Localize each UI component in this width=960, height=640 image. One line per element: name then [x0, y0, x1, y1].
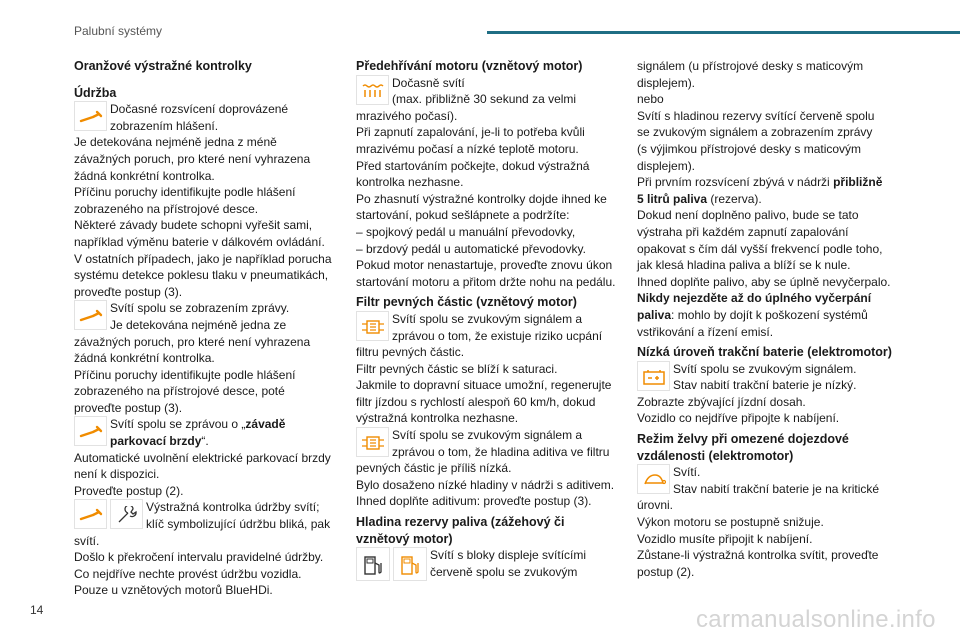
column-3	[637, 58, 905, 580]
text-line: parkovací brzdy“.	[110, 434, 209, 449]
text-line: Vozidlo musíte připojit k nabíjení.	[637, 531, 813, 546]
text-line: klíč symbolizující údržbu bliká, pak	[146, 517, 331, 532]
text-line: Stav nabití trakční baterie je nízký.	[673, 378, 857, 393]
text-line: žádná konkrétní kontrolka.	[74, 351, 215, 366]
text-line: mrazivého počasí).	[356, 108, 458, 123]
maintenance-block-4	[74, 499, 336, 532]
text-line: (s výjimkou přístrojové desky s maticovým	[637, 141, 862, 156]
text-line: se zvukovým signálem a zobrazením zprávy	[637, 125, 873, 140]
text-line: filtru pevných částic.	[356, 345, 465, 360]
text-line: paliva: mohlo by dojít k poškození systémů	[637, 307, 868, 322]
text-line: Výkon motoru se postupně snižuje.	[637, 515, 824, 530]
particle-filter-block	[356, 311, 618, 344]
text-line: (max. přibližně 30 sekund za velmi	[392, 92, 577, 107]
text-line: 5 litrů paliva (rezerva).	[637, 191, 762, 206]
text-line: Jakmile to dopravní situace umožní, regenerujte	[356, 378, 612, 393]
heading-turtle-mode: Režim želvy při omezené dojezdové	[637, 432, 849, 447]
text-line: – brzdový pedál u automatické převodovky.	[356, 241, 586, 256]
wrench-warning-icon	[74, 101, 107, 131]
text-line: – spojkový pedál u manuální převodovky,	[356, 224, 576, 239]
column-1	[74, 58, 336, 599]
text-line: systému detekce poklesu tlaku v pneumatikách,	[74, 268, 329, 283]
text-line: startování motoru a přitom držte nohu na pedálu.	[356, 274, 616, 289]
column-2	[356, 58, 618, 581]
text-line: displejem).	[637, 75, 696, 90]
text-line: filtr jízdou s rychlostí alespoň 60 km/h, dokud	[356, 394, 596, 409]
text-line: zprávou o tom, že hladina aditiva ve filtru	[392, 444, 610, 459]
text-line: žádná konkrétní kontrolka.	[74, 168, 215, 183]
text-line: Bylo dosaženo nízké hladiny v nádrži s aditivem.	[356, 477, 615, 492]
text-line: signálem (u přístrojové desky s maticovým	[637, 59, 864, 73]
turtle-icon	[637, 464, 670, 494]
glow-plug-icon	[356, 75, 389, 105]
text-line: Nikdy nejezděte až do úplného vyčerpání	[637, 291, 872, 306]
service-spanner-icon	[110, 499, 143, 529]
text-line: Svítí spolu se zprávou o „závadě	[110, 417, 286, 432]
battery-low-icon	[637, 361, 670, 391]
text-line: Filtr pevných částic se blíží k saturaci.	[356, 361, 558, 376]
text-line: Zobrazte zbývající jízdní dosah.	[637, 394, 806, 409]
battery-low-block	[637, 361, 905, 394]
text-line: Dočasně svítí	[392, 75, 465, 90]
particle-filter-icon	[356, 311, 389, 341]
text-line: vstřikování a řízení emisí.	[637, 324, 774, 339]
maintenance-block-1	[74, 101, 336, 134]
text-line: Svítí spolu se zvukovým signálem a	[392, 311, 583, 326]
text-line: Některé závady budete schopni vyřešit sami,	[74, 218, 313, 233]
text-line: Příčinu poruchy identifikujte podle hlášení	[74, 367, 296, 382]
text-line: jak klesá hladina paliva a blíží se k nule.	[637, 258, 851, 273]
text-line: Je detekována nejméně jedna ze	[110, 317, 287, 332]
fuel-reserve-block	[356, 547, 618, 581]
text-line: není k dispozici.	[74, 467, 160, 482]
text-line: Pouze u vznětových motorů BlueHDi.	[74, 583, 273, 598]
text-line: Výstražná kontrolka údržby svítí;	[146, 500, 320, 515]
text-line: Svítí s hladinou rezervy svítící červeně spolu	[637, 108, 875, 123]
text-line: Je detekována nejméně jedna z méně	[74, 135, 277, 150]
text-line: červeně spolu se zvukovým	[430, 564, 578, 579]
text-line: Co nejdříve nechte provést údržbu vozidla.	[74, 566, 302, 581]
text-line: Po zhasnutí výstražné kontrolky dojde ihned ke	[356, 191, 607, 206]
text-line: Svítí spolu se zobrazením zprávy.	[110, 301, 290, 316]
text-line: Zůstane-li výstražná kontrolka svítit, proveďte	[637, 548, 879, 563]
section-heading-orange-warnings: Oranžové výstražné kontrolky	[74, 59, 252, 73]
text-line: V ostatních případech, jako je například porucha	[74, 251, 332, 266]
text-line: Vozidlo co nejdříve připojte k nabíjení.	[637, 411, 840, 426]
text-line: Svítí.	[673, 465, 701, 480]
text-line: Došlo k překročení intervalu pravidelné údržby.	[74, 550, 324, 565]
heading-fuel-reserve-line2: vznětový motor)	[356, 531, 453, 546]
text-line: proveďte postup (3).	[74, 400, 183, 415]
heading-battery-low: Nízká úroveň trakční baterie (elektromotor)	[637, 345, 892, 360]
particle-filter-icon	[356, 427, 389, 457]
text-line: Stav nabití trakční baterie je na kritické	[673, 481, 880, 496]
subheading-maintenance: Údržba	[74, 85, 117, 100]
preheating-block	[356, 75, 618, 108]
text-line: Příčinu poruchy identifikujte podle hlášení	[74, 185, 296, 200]
text-line: mrazivému počasí a nízké teplotě motoru.	[356, 141, 579, 156]
maintenance-block-3	[74, 416, 336, 449]
text-line: nebo	[637, 92, 664, 107]
text-line: opakovat s čím dál vyšší frekvencí podle toho,	[637, 241, 883, 256]
text-line: Svítí s bloky displeje svítícími	[430, 548, 587, 563]
heading-particle-filter: Filtr pevných částic (vznětový motor)	[356, 295, 577, 310]
text-line: Svítí spolu se zvukovým signálem.	[673, 361, 857, 376]
text-line: kontrolka nezhasne.	[356, 175, 464, 190]
header-title: Palubní systémy	[74, 24, 163, 38]
text-line: Proveďte postup (2).	[74, 483, 184, 498]
text-line: proveďte postup (3).	[74, 284, 183, 299]
text-line: například výměnu baterie v dálkovém ovládání.	[74, 234, 325, 249]
text-line: výstraha při každém zapnutí zapalování	[637, 224, 849, 239]
page-number: 14	[30, 603, 44, 617]
text-line: úrovni.	[637, 498, 674, 513]
heading-turtle-mode-line2: vzdálenosti (elektromotor)	[637, 448, 794, 463]
watermark: carmanualsonline.info	[696, 606, 936, 633]
text-line: Svítí spolu se zvukovým signálem a	[392, 428, 583, 443]
header-accent-bar	[487, 31, 960, 34]
text-line: Dočasné rozsvícení doprovázené	[110, 102, 289, 117]
text-line: zobrazením hlášení.	[110, 118, 219, 133]
text-line: Při prvním rozsvícení zbývá v nádrži přibližně	[637, 175, 883, 190]
heading-preheating: Předehřívání motoru (vznětový motor)	[356, 59, 583, 73]
wrench-warning-icon	[74, 499, 107, 529]
text-line: svítí.	[74, 533, 100, 548]
text-line: startování, pokud sešlápnete a podržíte:	[356, 208, 570, 223]
text-line: výstražná kontrolka nezhasne.	[356, 411, 519, 426]
text-line: Před startováním počkejte, dokud výstražná	[356, 158, 590, 173]
wrench-warning-icon	[74, 300, 107, 330]
heading-fuel-reserve: Hladina rezervy paliva (zážehový či	[356, 515, 565, 530]
text-line: závažných poruch, pro které není vyhrazena	[74, 334, 311, 349]
text-line: pevných částic je příliš nízká.	[356, 461, 512, 476]
text-line: Ihned doplňte palivo, aby se úplně nevyčerpalo.	[637, 274, 891, 289]
fuel-pump-icon	[393, 547, 427, 581]
maintenance-block-2	[74, 300, 336, 333]
text-line: zobrazeného na přístrojové desce.	[74, 201, 259, 216]
text-line: Pokud motor nenastartuje, proveďte znovu úkon	[356, 258, 613, 273]
text-line: závažných poruch, pro které není vyhrazena	[74, 151, 311, 166]
text-line: displejem).	[637, 158, 696, 173]
text-line: zobrazeného na přístrojové desce, poté	[74, 384, 285, 399]
text-line: zprávou o tom, že existuje riziko ucpání	[392, 328, 603, 343]
wrench-warning-icon	[74, 416, 107, 446]
text-line: postup (2).	[637, 564, 695, 579]
fuel-pump-icon	[356, 547, 390, 581]
text-line: Dokud není doplněno palivo, bude se tato	[637, 208, 859, 223]
text-line: Ihned doplňte aditivum: proveďte postup (3).	[356, 494, 592, 509]
particle-filter-additive-block	[356, 427, 618, 460]
text-line: Při zapnutí zapalování, je-li to potřeba kvůli	[356, 125, 585, 140]
turtle-mode-block	[637, 464, 905, 497]
text-line: Automatické uvolnění elektrické parkovací brzdy	[74, 450, 331, 465]
